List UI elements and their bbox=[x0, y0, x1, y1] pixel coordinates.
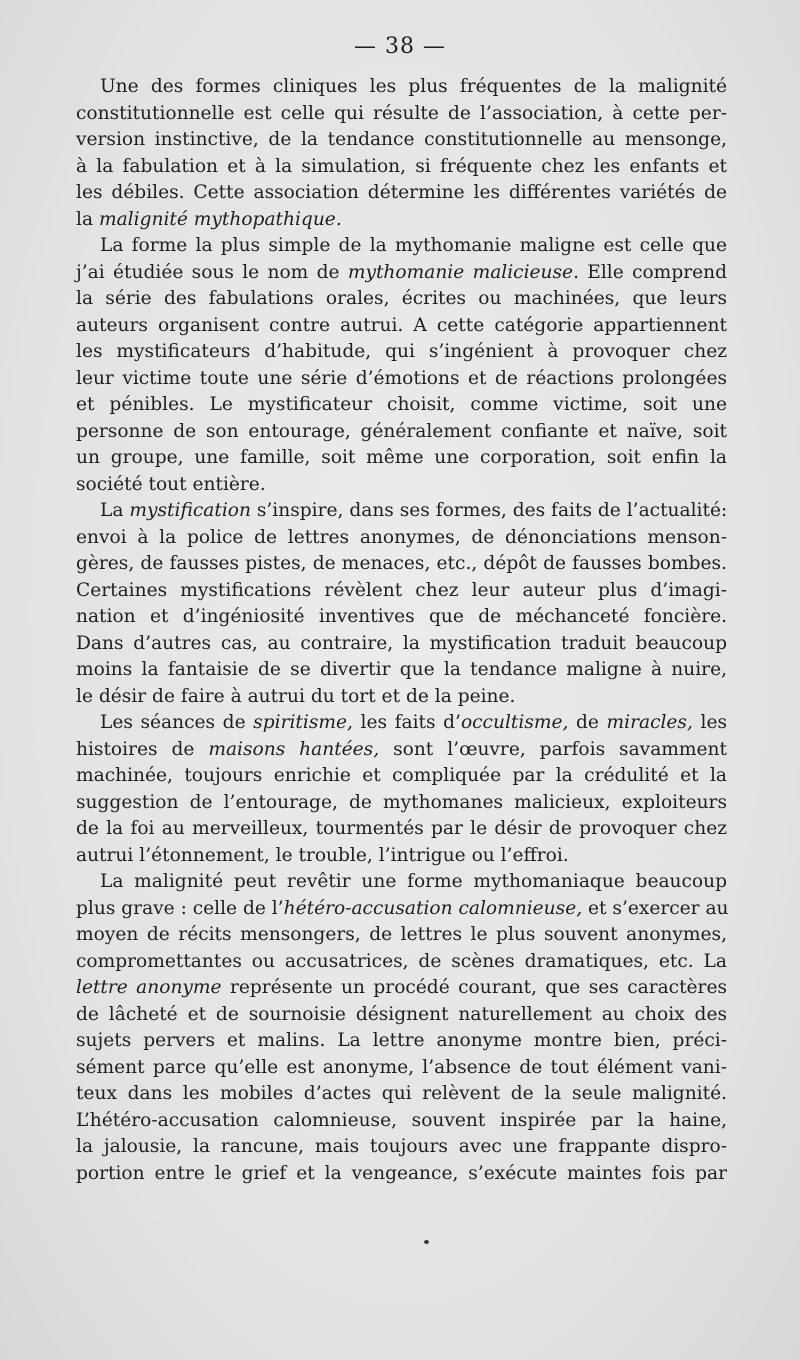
text-run: auteurs organisent contre autrui. A cette catégorie appartiennent bbox=[76, 314, 727, 336]
text-line bbox=[76, 763, 727, 790]
text-run: de lâcheté et de sournoisie désignent naturellement au choix des bbox=[76, 1003, 727, 1025]
text-run: Une des formes cliniques les plus fréquentes de la malignité bbox=[100, 76, 727, 97]
text-line bbox=[76, 339, 727, 366]
italic-term: mystification bbox=[129, 500, 251, 521]
text-run: j’ai étudiée sous le nom de bbox=[76, 261, 348, 283]
text-run: leur victime toute une série d’émotions et de réactions prolongées bbox=[76, 367, 727, 389]
text-run: suggestion de l’entourage, de mythomanes malicieux, exploiteurs bbox=[76, 791, 727, 813]
text-line bbox=[76, 684, 727, 711]
text-line bbox=[76, 1134, 727, 1161]
text-line bbox=[76, 286, 727, 313]
text-run: sément parce qu’elle est anonyme, l’absence de tout élément vani- bbox=[76, 1056, 727, 1078]
text-line bbox=[76, 392, 727, 419]
text-run: Dans d’autres cas, au contraire, la mystification traduit beaucoup bbox=[76, 632, 727, 654]
text-line bbox=[76, 975, 727, 1002]
paragraph bbox=[76, 498, 727, 710]
text-run: de la foi au merveilleux, tourmentés par le désir de provoquer chez bbox=[76, 818, 727, 839]
text-line bbox=[76, 657, 727, 684]
text-run: société tout entière. bbox=[76, 473, 266, 495]
text-line bbox=[76, 949, 727, 976]
text-line bbox=[76, 525, 727, 552]
italic-term: miracles, bbox=[606, 712, 693, 733]
text-run: . Elle comprend bbox=[573, 261, 727, 283]
text-run: les débiles. Cette association détermine les différentes variétés de bbox=[76, 182, 727, 203]
text-line bbox=[76, 127, 727, 154]
paragraph bbox=[76, 710, 727, 869]
text-run: portion entre le grief et la vengeance, s’exécute maintes fois par bbox=[76, 1162, 727, 1184]
text-run: le désir de faire à autrui du tort et de la peine. bbox=[76, 685, 516, 707]
text-line bbox=[76, 922, 727, 949]
text-line bbox=[76, 101, 727, 128]
text-line bbox=[76, 1108, 727, 1135]
text-run: La bbox=[100, 500, 130, 521]
text-line bbox=[76, 843, 727, 870]
text-run: Certaines mystifications révèlent chez leur auteur plus d’imagi- bbox=[76, 579, 727, 601]
text-line bbox=[76, 604, 727, 631]
text-run: moins la fantaisie de se divertir que la tendance maligne à nuire, bbox=[76, 659, 727, 680]
text-line bbox=[76, 313, 727, 340]
text-run: s’inspire, dans ses formes, des faits de l’actualité: bbox=[250, 500, 728, 521]
text-line bbox=[76, 445, 727, 472]
text-line bbox=[76, 790, 727, 817]
text-line bbox=[76, 180, 727, 207]
text-run: les mystificateurs d’habitude, qui s’ingénient à provoquer chez bbox=[76, 341, 727, 362]
text-line bbox=[76, 419, 727, 446]
text-line bbox=[76, 816, 727, 843]
text-run: représente un procédé courant, que ses caractères bbox=[221, 977, 727, 998]
italic-term: occultisme, bbox=[460, 712, 569, 733]
text-run: personne de son entourage, généralement confiante et naïve, soit bbox=[76, 420, 727, 442]
text-run: sont l’œuvre, parfois savamment bbox=[379, 738, 727, 760]
text-line bbox=[76, 74, 727, 101]
text-run: la série des fabulations orales, écrites ou machinées, que leurs bbox=[76, 288, 727, 309]
text-run: teux dans les mobiles d’actes qui relèvent de la seule malignité. bbox=[76, 1083, 727, 1104]
text-line bbox=[76, 631, 727, 658]
text-line bbox=[76, 260, 727, 287]
text-line bbox=[76, 207, 727, 234]
italic-term: maisons hantées, bbox=[208, 738, 380, 760]
text-line bbox=[76, 896, 727, 923]
paragraph bbox=[76, 74, 727, 233]
text-line bbox=[76, 1055, 727, 1082]
text-run: version instinctive, de la tendance constitutionnelle au mensonge, bbox=[76, 129, 727, 150]
text-run: La malignité peut revêtir une forme mythomaniaque beaucoup bbox=[100, 871, 727, 892]
text-run: la bbox=[76, 208, 99, 230]
text-line bbox=[76, 472, 727, 499]
text-run: les faits d’ bbox=[352, 712, 461, 733]
text-run: Les séances de bbox=[100, 712, 254, 733]
text-line bbox=[76, 154, 727, 181]
text-run: autrui l’étonnement, le trouble, l’intrigue ou l’effroi. bbox=[76, 844, 569, 866]
text-run: et s’exercer au bbox=[582, 897, 729, 919]
paragraph bbox=[76, 869, 727, 1187]
text-run: les bbox=[692, 712, 727, 733]
page-number: — 38 — bbox=[354, 34, 446, 59]
print-speck bbox=[424, 1240, 429, 1244]
italic-term: hétéro-accusation calomnieuse, bbox=[283, 897, 583, 919]
text-line bbox=[76, 1081, 727, 1108]
text-run: moyen de récits mensongers, de lettres le plus souvent anonymes, bbox=[76, 924, 727, 945]
paragraph bbox=[76, 233, 727, 498]
text-run: à la fabulation et à la simulation, si fréquente chez les enfants et bbox=[76, 155, 727, 177]
text-run: constitutionnelle est celle qui résulte de l’association, à cette per- bbox=[76, 102, 727, 124]
text-line bbox=[76, 233, 727, 260]
text-line bbox=[76, 498, 727, 525]
text-line bbox=[76, 578, 727, 605]
text-line bbox=[76, 869, 727, 896]
italic-term: malignité mythopathique. bbox=[98, 208, 342, 230]
text-run: la jalousie, la rancune, mais toujours avec une frappante dispro- bbox=[76, 1136, 727, 1157]
text-line bbox=[76, 710, 727, 737]
text-run: gères, de fausses pistes, de menaces, etc., dépôt de fausses bombes. bbox=[76, 553, 727, 574]
italic-term: spiritisme, bbox=[253, 712, 353, 733]
text-run: et pénibles. Le mystificateur choisit, comme victime, soit une bbox=[76, 394, 727, 415]
text-line bbox=[76, 366, 727, 393]
text-run: L’hétéro-accusation calomnieuse, souvent inspirée par la haine, bbox=[76, 1109, 727, 1131]
text-line bbox=[76, 551, 727, 578]
text-run: sujets pervers et malins. La lettre anonyme montre bien, préci- bbox=[76, 1030, 727, 1051]
text-run: machinée, toujours enrichie et compliquée par la crédulité et la bbox=[76, 765, 727, 786]
text-run: histoires de bbox=[76, 738, 209, 760]
text-line bbox=[76, 1002, 727, 1029]
text-line bbox=[76, 737, 727, 764]
text-run: de bbox=[568, 712, 607, 733]
italic-term: lettre anonyme bbox=[76, 977, 222, 998]
text-line bbox=[76, 1161, 727, 1188]
text-run: envoi à la police de lettres anonymes, de dénonciations menson- bbox=[76, 526, 727, 548]
text-run: La forme la plus simple de la mythomanie maligne est celle que bbox=[100, 235, 727, 256]
text-run: plus grave : celle de l’ bbox=[76, 897, 284, 919]
body-text bbox=[76, 74, 727, 1187]
italic-term: mythomanie malicieuse bbox=[347, 261, 574, 283]
text-run: compromettantes ou accusatrices, de scènes dramatiques, etc. La bbox=[76, 950, 727, 972]
text-run: un groupe, une famille, soit même une corporation, soit enfin la bbox=[76, 447, 727, 468]
text-line bbox=[76, 1028, 727, 1055]
text-run: nation et d’ingéniosité inventives que de méchanceté foncière. bbox=[76, 606, 727, 627]
